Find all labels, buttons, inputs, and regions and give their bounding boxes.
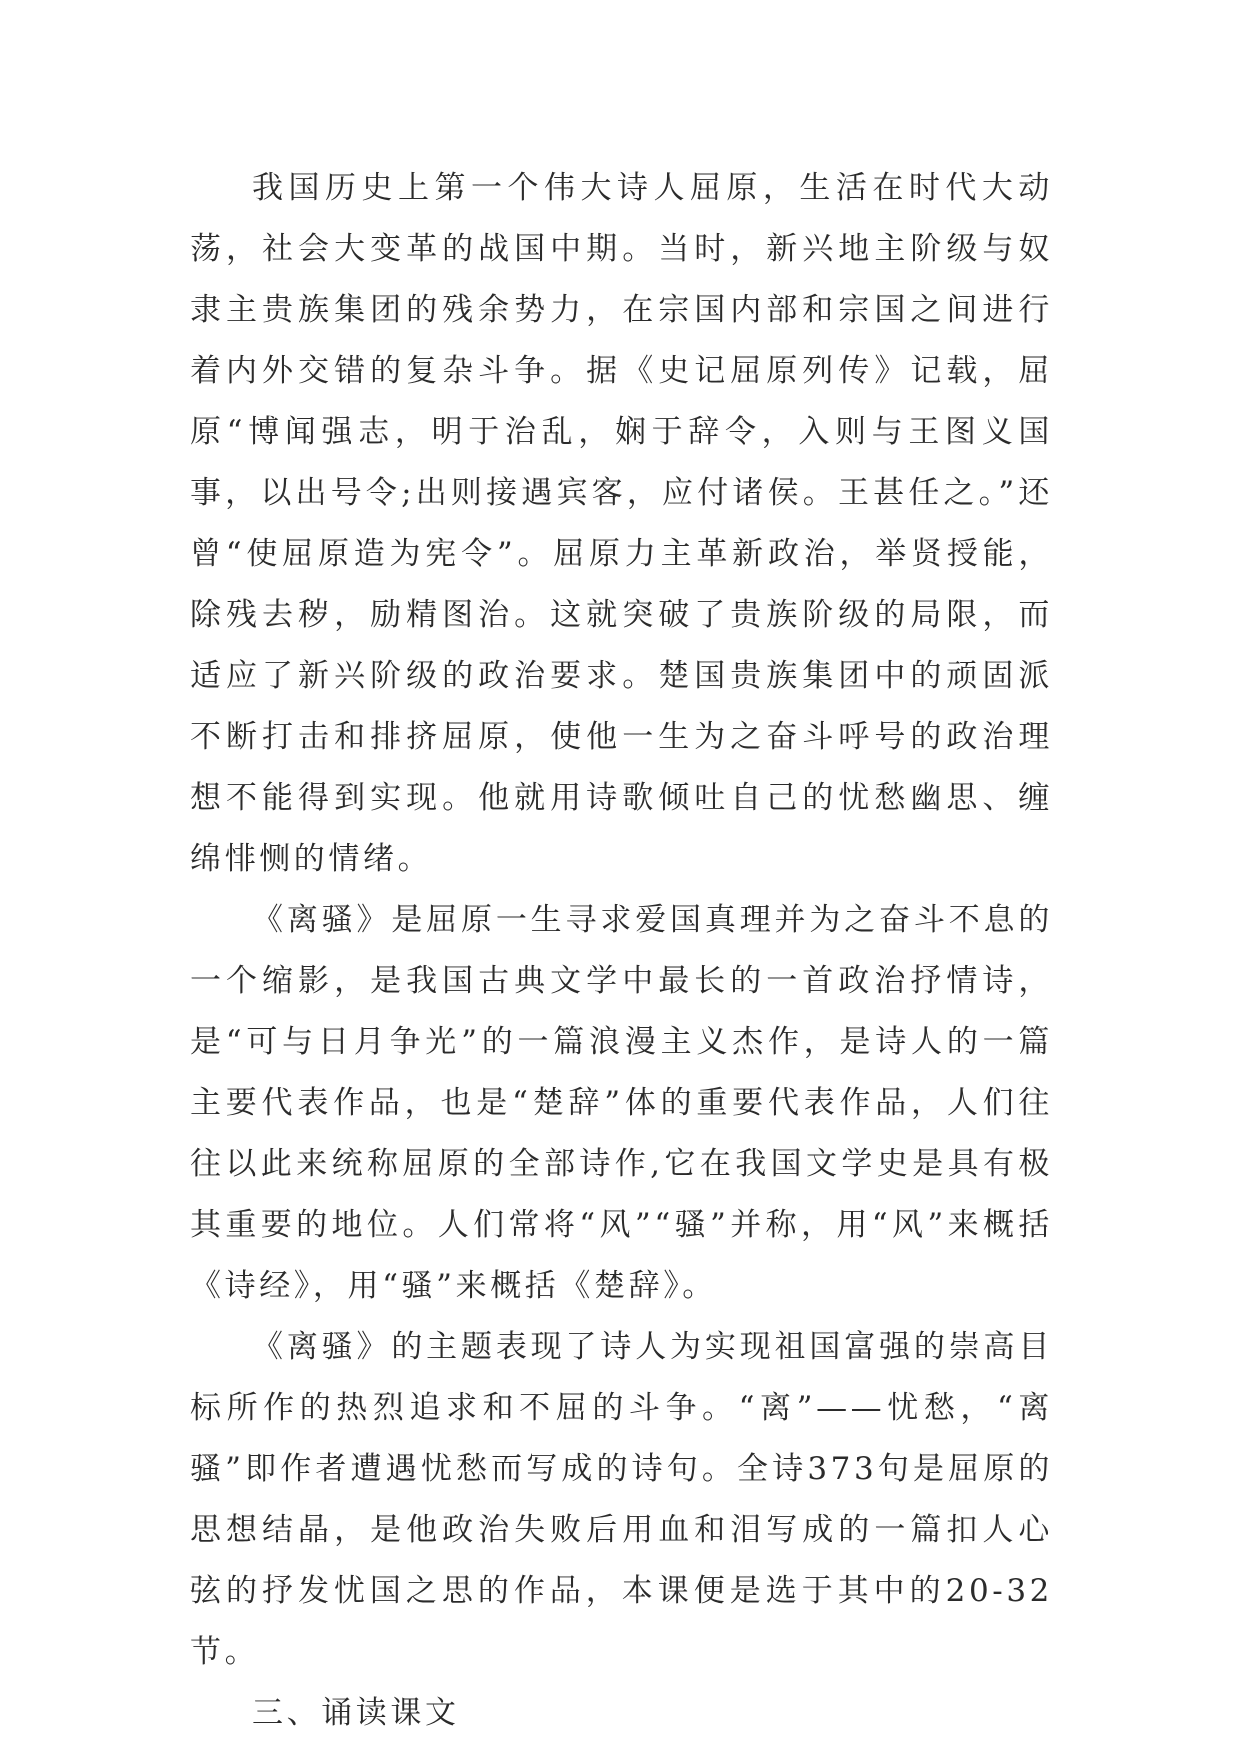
paragraph-li-sao-significance: 《离骚》是屈原一生寻求爱国真理并为之奋斗不息的一个缩影，是我国古典文学中最长的一首政治抒情诗，是“可与日月争光”的一篇浪漫主义杰作，是诗人的一篇主要代表作品，也是“楚辞”体的重要代表作品，人们往往以此来统称屈原的全部诗作,它在我国文学史是具有极其重要的地位。人们常将“风”“骚”并称，用“风”来概括《诗经》，用“骚”来概括《楚辞》。 [190,902,1053,1304]
section-heading-recite-text: 三、诵读课文 [252,1695,460,1731]
paragraph-li-sao-theme: 《离骚》的主题表现了诗人为实现祖国富强的崇高目标所作的热烈追求和不屈的斗争。“离”——忧愁，“离骚”即作者遭遇忧愁而写成的诗句。全诗373句是屈原的思想结晶，是他政治失败后用血和泪写成的一篇扣人心弦的抒发忧国之思的作品，本课便是选于其中的20-32节。 [190,1329,1053,1670]
paragraph-qu-yuan-background: 我国历史上第一个伟大诗人屈原，生活在时代大动荡，社会大变革的战国中期。当时，新兴地主阶级与奴隶主贵族集团的残余势力，在宗国内部和宗国之间进行着内外交错的复杂斗争。据《史记屈原列传》记载，屈原“博闻强志，明于治乱，娴于辞令，入则与王图义国事，以出号令;出则接遇宾客，应付诸侯。王甚任之。”还曾“使屈原造为宪令”。屈原力主革新政治，举贤授能，除残去秽，励精图治。这就突破了贵族阶级的局限，而适应了新兴阶级的政治要求。楚国贵族集团中的顽固派不断打击和排挤屈原，使他一生为之奋斗呼号的政治理想不能得到实现。他就用诗歌倾吐自己的忧愁幽思、缠绵悱恻的情绪。 [190,170,1053,877]
document-body [190,158,1053,1744]
